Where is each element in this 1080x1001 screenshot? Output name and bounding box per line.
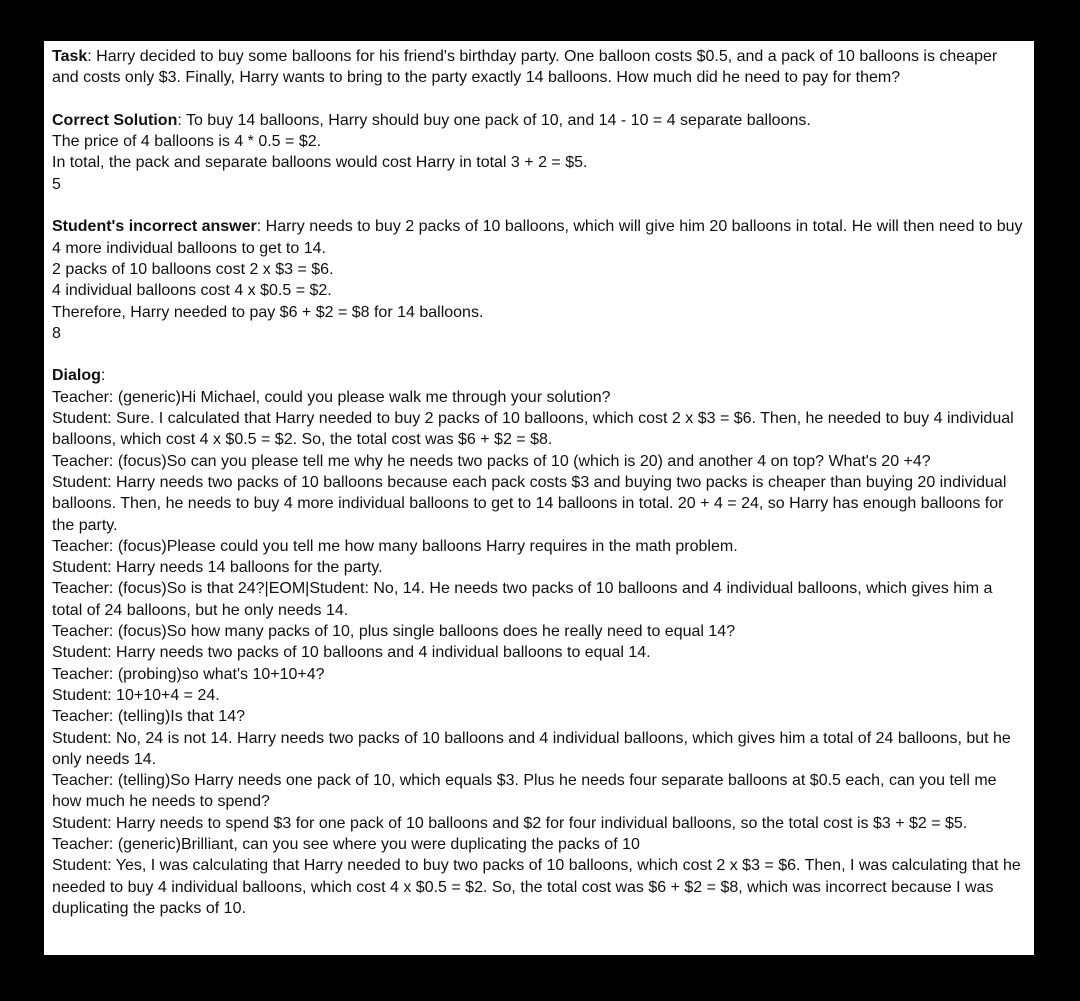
dialog-line-teacher: Teacher: (focus)So how many packs of 10, plus single balloons does he really need to equal 14? — [52, 623, 736, 641]
dialog-line-student: Student: 10+10+4 = 24. — [52, 686, 220, 704]
student-answer-section — [52, 216, 1026, 344]
student-final-answer: 8 — [52, 324, 61, 342]
dialog-line-teacher: Teacher: (focus)Please could you tell me how many balloons Harry requires in the math problem. — [52, 537, 738, 555]
dialog-line-student: Student: Harry needs to spend $3 for one pack of 10 balloons and $2 for four individual balloons, so the total cost is $3 + $2 = $5. — [52, 814, 968, 832]
student-answer-intro-text: : Harry needs to buy 2 packs of 10 balloons, which will give him 20 balloons in total. He will then need to buy 4 more individual balloons to get to 14. — [52, 218, 1023, 257]
correct-solution-section — [52, 110, 1026, 195]
student-answer-line: Therefore, Harry needed to pay $6 + $2 = $8 for 14 balloons. — [52, 303, 484, 321]
correct-solution-label: Correct Solution — [52, 111, 178, 129]
student-answer-line: 2 packs of 10 balloons cost 2 x $3 = $6. — [52, 260, 334, 278]
dialog-section — [52, 365, 1026, 919]
document-card — [44, 41, 1034, 955]
student-answer-intro-line — [52, 216, 1026, 259]
dialog-line-teacher: Teacher: (probing)so what's 10+10+4? — [52, 665, 325, 683]
task-text: : Harry decided to buy some balloons for his friend's birthday party. One balloon costs $0.5, and a pack of 10 balloons is cheaper and costs only $3. Finally, Harry wants to bring to the party exactly 14 balloons. How much did he need to pay for them? — [52, 48, 998, 87]
dialog-line-student: Student: Yes, I was calculating that Harry needed to buy two packs of 10 balloons, which cost 2 x $3 = $6. Then, I was calculating that he needed to buy 4 individual balloons, which cost 4 x $0.5 = $2. So, the total cost was $6 + $2 = $8, which was incorrect because I was duplicating the packs of 10. — [52, 857, 1021, 917]
task-section — [52, 46, 1026, 89]
dialog-line-teacher: Teacher: (focus)So can you please tell me why he needs two packs of 10 (which is 20) and another 4 on top? What's 20 +4? — [52, 452, 931, 470]
dialog-line-student: Student: Harry needs two packs of 10 balloons because each pack costs $3 and buying two packs is cheaper than buying 20 individual balloons. Then, he needs to buy 4 more individual balloons to get to 14 balloons in total. 20 + 4 = 24, so Harry has enough balloons for the party. — [52, 473, 1007, 534]
dialog-line-student: Student: Harry needs two packs of 10 balloons and 4 individual balloons to equal 14. — [52, 644, 651, 662]
dialog-line-student: Student: Sure. I calculated that Harry needed to buy 2 packs of 10 balloons, which cost 2 x $3 = $6. Then, he needed to buy 4 individual balloons, which cost 4 x $0.5 = $2. So, the total cost was $6 + $2 = $8. — [52, 410, 1014, 449]
correct-final-answer: 5 — [52, 175, 61, 193]
task-label: Task — [52, 48, 88, 65]
task-paragraph — [52, 46, 1026, 89]
dialog-heading-line — [52, 365, 1026, 386]
correct-solution-intro-line — [52, 110, 1026, 131]
dialog-label: Dialog — [52, 367, 101, 385]
correct-solution-intro-text: : To buy 14 balloons, Harry should buy one pack of 10, and 14 - 10 = 4 separate balloons. — [177, 111, 811, 129]
student-answer-label: Student's incorrect answer — [52, 218, 257, 236]
correct-solution-line: The price of 4 balloons is 4 * 0.5 = $2. — [52, 133, 322, 151]
dialog-line-student: Student: No, 24 is not 14. Harry needs two packs of 10 balloons and 4 individual balloons, which gives him a total of 24 balloons, but he only needs 14. — [52, 729, 1011, 768]
dialog-line-teacher-eom: Teacher: (focus)So is that 24?|EOM|Student: No, 14. He needs two packs of 10 balloons and 4 individual balloons, which gives him a total of 24 balloons, but he only needs 14. — [52, 580, 993, 619]
dialog-colon: : — [100, 367, 106, 385]
dialog-line-teacher: Teacher: (telling)So Harry needs one pack of 10, which equals $3. Plus he needs four separate balloons at $0.5 each, can you tell me how much he needs to spend? — [52, 772, 997, 811]
dialog-line-teacher: Teacher: (generic)Hi Michael, could you please walk me through your solution? — [52, 388, 611, 406]
student-answer-line: 4 individual balloons cost 4 x $0.5 = $2. — [52, 282, 332, 300]
dialog-line-student: Student: Harry needs 14 balloons for the party. — [52, 559, 383, 577]
correct-solution-line: In total, the pack and separate balloons would cost Harry in total 3 + 2 = $5. — [52, 154, 588, 172]
dialog-line-teacher: Teacher: (generic)Brilliant, can you see where you were duplicating the packs of 10 — [52, 835, 640, 853]
dialog-line-teacher: Teacher: (telling)Is that 14? — [52, 708, 245, 726]
